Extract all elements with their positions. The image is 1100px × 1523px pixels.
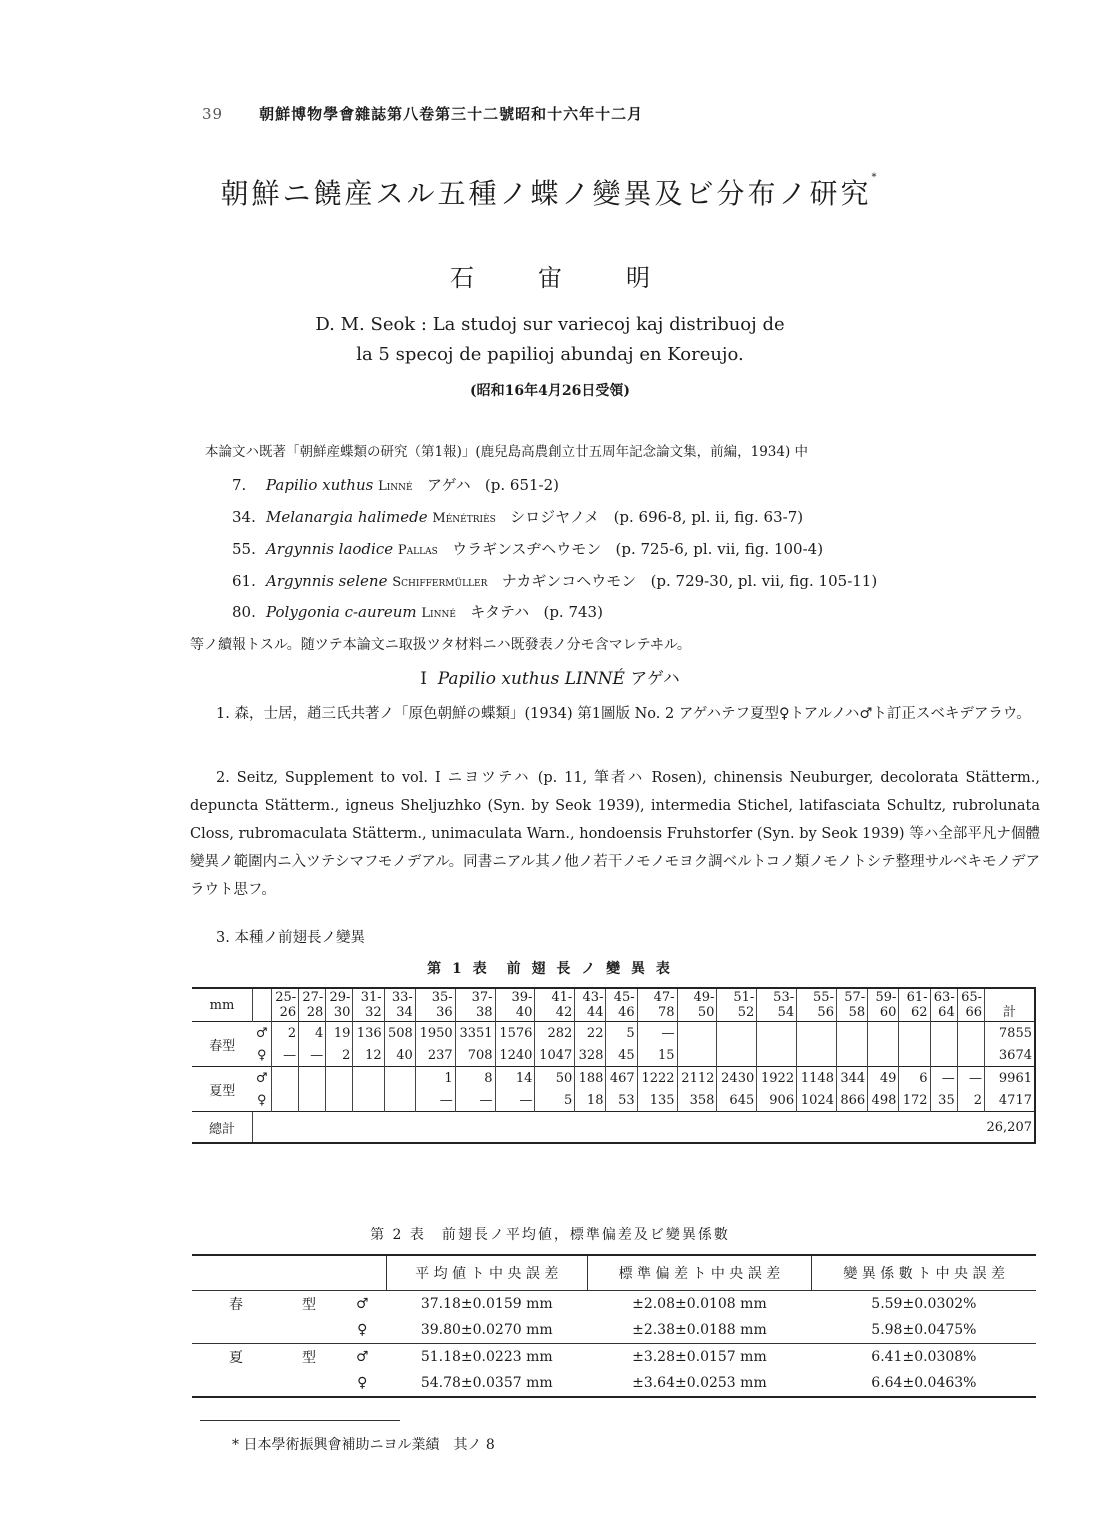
count-cell: 19 (326, 1022, 353, 1045)
count-cell: 15 (637, 1044, 677, 1067)
unit-header: mm (209, 997, 235, 1013)
range-header: 45- 46 (606, 988, 637, 1022)
sex-symbol: ♂ (338, 1344, 387, 1371)
sex-symbol: ♂ (253, 1022, 272, 1045)
mean-cell: 54.78±0.0357 mm (420, 1375, 553, 1391)
range-header: 29- 30 (326, 988, 353, 1022)
count-cell: 8 (455, 1067, 495, 1090)
species-name: Papilio xuthus (266, 476, 374, 494)
count-cell: 12 (353, 1044, 384, 1067)
count-cell (353, 1067, 384, 1090)
species-author: Pallas (397, 543, 438, 558)
count-cell: 136 (353, 1022, 384, 1045)
table1-row (192, 1067, 1035, 1090)
species-jp-name: ナカギンコヘウモン (501, 572, 637, 590)
count-cell: — (415, 1089, 455, 1112)
species-number: 34. (232, 508, 256, 526)
range-header: 35- 36 (415, 988, 455, 1022)
row-total: 3674 (985, 1044, 1036, 1067)
count-cell: 708 (455, 1044, 495, 1067)
species-ref: (p. 725-6, pl. vii, fig. 100-4) (615, 540, 824, 558)
species-number: 80. (232, 603, 256, 621)
range-header: 61- 62 (899, 988, 930, 1022)
count-cell: — (637, 1022, 677, 1045)
count-cell: — (957, 1067, 984, 1090)
sex-symbol: ♀ (357, 1322, 368, 1338)
species-item (232, 474, 559, 495)
count-cell (797, 1022, 837, 1045)
count-cell: 5 (606, 1022, 637, 1045)
count-cell (757, 1022, 797, 1045)
range-header: 37- 38 (455, 988, 495, 1022)
count-cell: 45 (606, 1044, 637, 1067)
count-cell: 344 (836, 1067, 867, 1090)
table2-header-row (192, 1255, 1036, 1291)
row-total: 7855 (985, 1022, 1036, 1045)
species-jp-name: ウラギンスヂヘウモン (452, 540, 602, 558)
table1-caption: 第 1 表 前 翅 長 ノ 變 異 表 (427, 961, 673, 977)
count-cell: 1576 (495, 1022, 535, 1045)
species-name: Melanargia halimede (266, 508, 428, 526)
count-cell (757, 1044, 797, 1067)
count-cell: 2430 (717, 1067, 757, 1090)
table2-caption: 第 2 表 前翅長ノ平均値，標準偏差及ビ變異係數 (370, 1227, 730, 1243)
count-cell: 1240 (495, 1044, 535, 1067)
sex-symbol: ♂ (338, 1291, 387, 1318)
count-cell: — (495, 1089, 535, 1112)
species-name: Argynnis selene (266, 572, 388, 590)
count-cell: 3351 (455, 1022, 495, 1045)
count-cell: 1148 (797, 1067, 837, 1090)
count-cell: — (930, 1067, 957, 1090)
section-species: Papilio xuthus LINNÉ (437, 669, 625, 689)
sex-symbol: ♀ (357, 1375, 368, 1391)
count-cell: 328 (575, 1044, 606, 1067)
sex-symbol: ♂ (253, 1067, 272, 1090)
count-cell: 135 (637, 1089, 677, 1112)
table2-row (192, 1370, 1036, 1397)
range-header: 57- 58 (836, 988, 867, 1022)
esperanto-title (0, 310, 1100, 370)
type-label: 型 (280, 1291, 338, 1318)
count-cell: 508 (384, 1022, 415, 1045)
mean-cell: 39.80±0.0270 mm (420, 1322, 553, 1338)
stat-header: 變 異 係 數 ト 中 央 誤 差 (812, 1255, 1036, 1291)
season-label (192, 1370, 280, 1397)
range-header: 47- 78 (637, 988, 677, 1022)
author-char: 宙 (538, 264, 562, 292)
count-cell: — (272, 1044, 299, 1067)
count-cell: 50 (535, 1067, 575, 1090)
cv-cell: 5.98±0.0475% (871, 1322, 977, 1338)
table1-row (192, 1089, 1035, 1112)
range-header: 27- 28 (299, 988, 326, 1022)
cv-cell: 6.64±0.0463% (871, 1375, 977, 1391)
species-item (232, 506, 803, 527)
count-cell: 1922 (757, 1067, 797, 1090)
author-char: 石 (450, 264, 474, 292)
row-total: 9961 (985, 1067, 1036, 1090)
table2-row (192, 1291, 1036, 1318)
count-cell: 866 (836, 1089, 867, 1112)
range-header: 59- 60 (868, 988, 899, 1022)
esperanto-line: la 5 specoj de papilioj abundaj en Koreujo. (356, 344, 744, 365)
cv-cell: 5.59±0.0302% (812, 1291, 1036, 1318)
species-ref: (p. 651-2) (484, 476, 559, 494)
type-label (280, 1317, 338, 1344)
article-title (0, 172, 1100, 212)
species-name: Argynnis laodice (266, 540, 394, 558)
count-cell: 6 (899, 1067, 930, 1090)
footnote: * 日本學術振興會補助ニヨル業績 其ノ 8 (232, 1437, 495, 1453)
season-label: 春 (192, 1291, 280, 1318)
count-cell: 1222 (637, 1067, 677, 1090)
section-heading (0, 664, 1100, 689)
range-header: 55- 56 (797, 988, 837, 1022)
paragraph-1: 1. 森，士居，趙三氏共著ノ「原色朝鮮の蝶類」(1934) 第1圖版 No. 2 アゲハテフ夏型♀トアルノハ♂ト訂正スベキデアラウ。 (216, 706, 1031, 722)
count-cell: 645 (717, 1089, 757, 1112)
statistics-table (192, 1254, 1036, 1398)
title-text: 朝鮮ニ饒産スル五種ノ蝶ノ變異及ビ分布ノ研究 (220, 177, 872, 210)
mean-cell: 51.18±0.0223 mm (387, 1344, 588, 1371)
count-cell (717, 1044, 757, 1067)
title-footnote-mark: * (871, 172, 880, 183)
count-cell: 906 (757, 1089, 797, 1112)
sex-symbol: ♀ (256, 1092, 267, 1108)
count-cell: 18 (575, 1089, 606, 1112)
season-label: 夏 (192, 1344, 280, 1371)
total-header: 計 (985, 988, 1036, 1022)
table1-header-row (192, 988, 1035, 1022)
count-cell (272, 1067, 299, 1090)
author-char: 明 (626, 264, 650, 292)
season-label: 春型 (192, 1022, 253, 1067)
count-cell: 1047 (535, 1044, 575, 1067)
wing-length-table (192, 987, 1036, 1144)
count-cell: 237 (415, 1044, 455, 1067)
count-cell (930, 1044, 957, 1067)
count-cell (677, 1044, 717, 1067)
range-header: 39- 40 (495, 988, 535, 1022)
count-cell: 188 (575, 1067, 606, 1090)
count-cell: 40 (384, 1044, 415, 1067)
species-item (232, 570, 877, 591)
table1-row (192, 1044, 1035, 1067)
after-list-text: 等ノ續報トスル。随ツテ本論文ニ取扱ツタ材料ニハ既發表ノ分モ含マレテヰル。 (190, 637, 691, 653)
count-cell: 2 (957, 1089, 984, 1112)
footnote-rule (200, 1420, 400, 1421)
range-header: 43- 44 (575, 988, 606, 1022)
species-item (232, 601, 603, 622)
species-number: 7. (232, 476, 247, 494)
count-cell (384, 1067, 415, 1090)
count-cell: 1 (415, 1067, 455, 1090)
count-cell (930, 1022, 957, 1045)
range-header: 53- 54 (757, 988, 797, 1022)
count-cell: 35 (930, 1089, 957, 1112)
count-cell (957, 1044, 984, 1067)
count-cell: 4 (299, 1022, 326, 1045)
count-cell: 2112 (677, 1067, 717, 1090)
count-cell: 358 (677, 1089, 717, 1112)
species-author: Schiffermüller (392, 575, 488, 590)
season-label: 夏型 (192, 1067, 253, 1112)
grand-total-label: 總計 (192, 1112, 253, 1144)
sd-cell: ±2.08±0.0108 mm (587, 1291, 812, 1318)
running-header (202, 103, 643, 124)
count-cell (326, 1089, 353, 1112)
paragraph-2: 2. Seitz, Supplement to vol. I ニヨツテハ (p. 11, 筆者ハ Rosen), chinensis Neuburger, decolorata Stätterm., depuncta Stätterm., igneus Sheljuzhko (Syn. by Seok 1939), intermedia Stichel, latifasciata Schultz, rubrolunata Closs, rubromaculata Stätterm., unimaculata Warn., hondoensis Fruhstorfer (Syn. by Seok 1939) 等ハ全部平凡ナ個體變異ノ範圍内ニ入ツテシマフモノデアル。同書ニアル其ノ他ノ若干ノモノモヨク調ベルトコノ類ノモノトシテ整理サルベキモノデアラウト思フ。 (190, 770, 1040, 898)
esperanto-line: D. M. Seok : La studoj sur variecoj kaj distribuoj de (315, 314, 785, 335)
count-cell (717, 1022, 757, 1045)
range-header: 31- 32 (353, 988, 384, 1022)
count-cell (899, 1044, 930, 1067)
count-cell: 1024 (797, 1089, 837, 1112)
count-cell: — (455, 1089, 495, 1112)
count-cell: 5 (535, 1089, 575, 1112)
season-label (192, 1317, 280, 1344)
count-cell: 14 (495, 1067, 535, 1090)
page-number: 39 (202, 105, 224, 123)
table2-row (192, 1317, 1036, 1344)
count-cell: 2 (272, 1022, 299, 1045)
count-cell: 53 (606, 1089, 637, 1112)
count-cell: 282 (535, 1022, 575, 1045)
table2-row (192, 1344, 1036, 1371)
count-cell: 49 (868, 1067, 899, 1090)
range-header: 49- 50 (677, 988, 717, 1022)
stat-header: 平 均 値 ト 中 央 誤 差 (387, 1255, 588, 1291)
section-jp: アゲハ (630, 669, 680, 689)
row-total: 4717 (985, 1089, 1036, 1112)
count-cell (384, 1089, 415, 1112)
type-label: 型 (280, 1344, 338, 1371)
species-number: 61. (232, 572, 256, 590)
type-label (280, 1370, 338, 1397)
journal-title: 朝鮮博物學會雜誌第八卷第三十二號昭和十六年十二月 (259, 105, 644, 123)
count-cell (326, 1067, 353, 1090)
stat-header: 標 準 偏 差 ト 中 央 誤 差 (587, 1255, 812, 1291)
count-cell: 22 (575, 1022, 606, 1045)
sd-cell: ±3.64±0.0253 mm (632, 1375, 767, 1391)
species-jp-name: シロジヤノメ (510, 508, 600, 526)
count-cell: 2 (326, 1044, 353, 1067)
species-author: Linné (378, 479, 413, 494)
range-header: 65- 66 (957, 988, 984, 1022)
range-header: 33- 34 (384, 988, 415, 1022)
count-cell (272, 1089, 299, 1112)
species-item (232, 538, 823, 559)
count-cell (899, 1022, 930, 1045)
table1-row (192, 1022, 1035, 1045)
grand-total-row (192, 1112, 1035, 1144)
count-cell: 467 (606, 1067, 637, 1090)
count-cell (299, 1067, 326, 1090)
count-cell: 172 (899, 1089, 930, 1112)
count-cell (797, 1044, 837, 1067)
count-cell: — (299, 1044, 326, 1067)
count-cell (868, 1044, 899, 1067)
species-ref: (p. 729-30, pl. vii, fig. 105-11) (650, 572, 878, 590)
sd-cell: ±3.28±0.0157 mm (587, 1344, 812, 1371)
sex-symbol: ♀ (256, 1047, 267, 1063)
count-cell (836, 1022, 867, 1045)
mean-cell: 37.18±0.0159 mm (387, 1291, 588, 1318)
grand-total: 26,207 (985, 1112, 1036, 1144)
author-name (0, 258, 1100, 293)
paragraph-3: 3. 本種ノ前翅長ノ變異 (216, 930, 365, 946)
species-author: Linné (421, 606, 456, 621)
count-cell (957, 1022, 984, 1045)
count-cell: 1950 (415, 1022, 455, 1045)
range-header: 41- 42 (535, 988, 575, 1022)
intro-text: 本論文ハ既著「朝鮮産蝶類の研究（第1報)」(鹿兒島高農創立廿五周年記念論文集，前編，1934) 中 (205, 444, 809, 460)
range-header: 25- 26 (272, 988, 299, 1022)
count-cell: 498 (868, 1089, 899, 1112)
species-jp-name: キタテハ (470, 603, 530, 621)
count-cell (868, 1022, 899, 1045)
section-number: I (420, 669, 427, 689)
count-cell (836, 1044, 867, 1067)
species-ref: (p. 696-8, pl. ii, fig. 63-7) (613, 508, 804, 526)
range-header: 51- 52 (717, 988, 757, 1022)
count-cell (353, 1089, 384, 1112)
species-jp-name: アゲハ (426, 476, 471, 494)
cv-cell: 6.41±0.0308% (812, 1344, 1036, 1371)
range-header: 63- 64 (930, 988, 957, 1022)
received-date: (昭和16年4月26日受領) (470, 383, 630, 399)
species-number: 55. (232, 540, 256, 558)
count-cell (299, 1089, 326, 1112)
species-ref: (p. 743) (543, 603, 603, 621)
species-name: Polygonia c-aureum (266, 603, 417, 621)
count-cell (677, 1022, 717, 1045)
sd-cell: ±2.38±0.0188 mm (632, 1322, 767, 1338)
species-author: Ménétriès (432, 511, 496, 526)
